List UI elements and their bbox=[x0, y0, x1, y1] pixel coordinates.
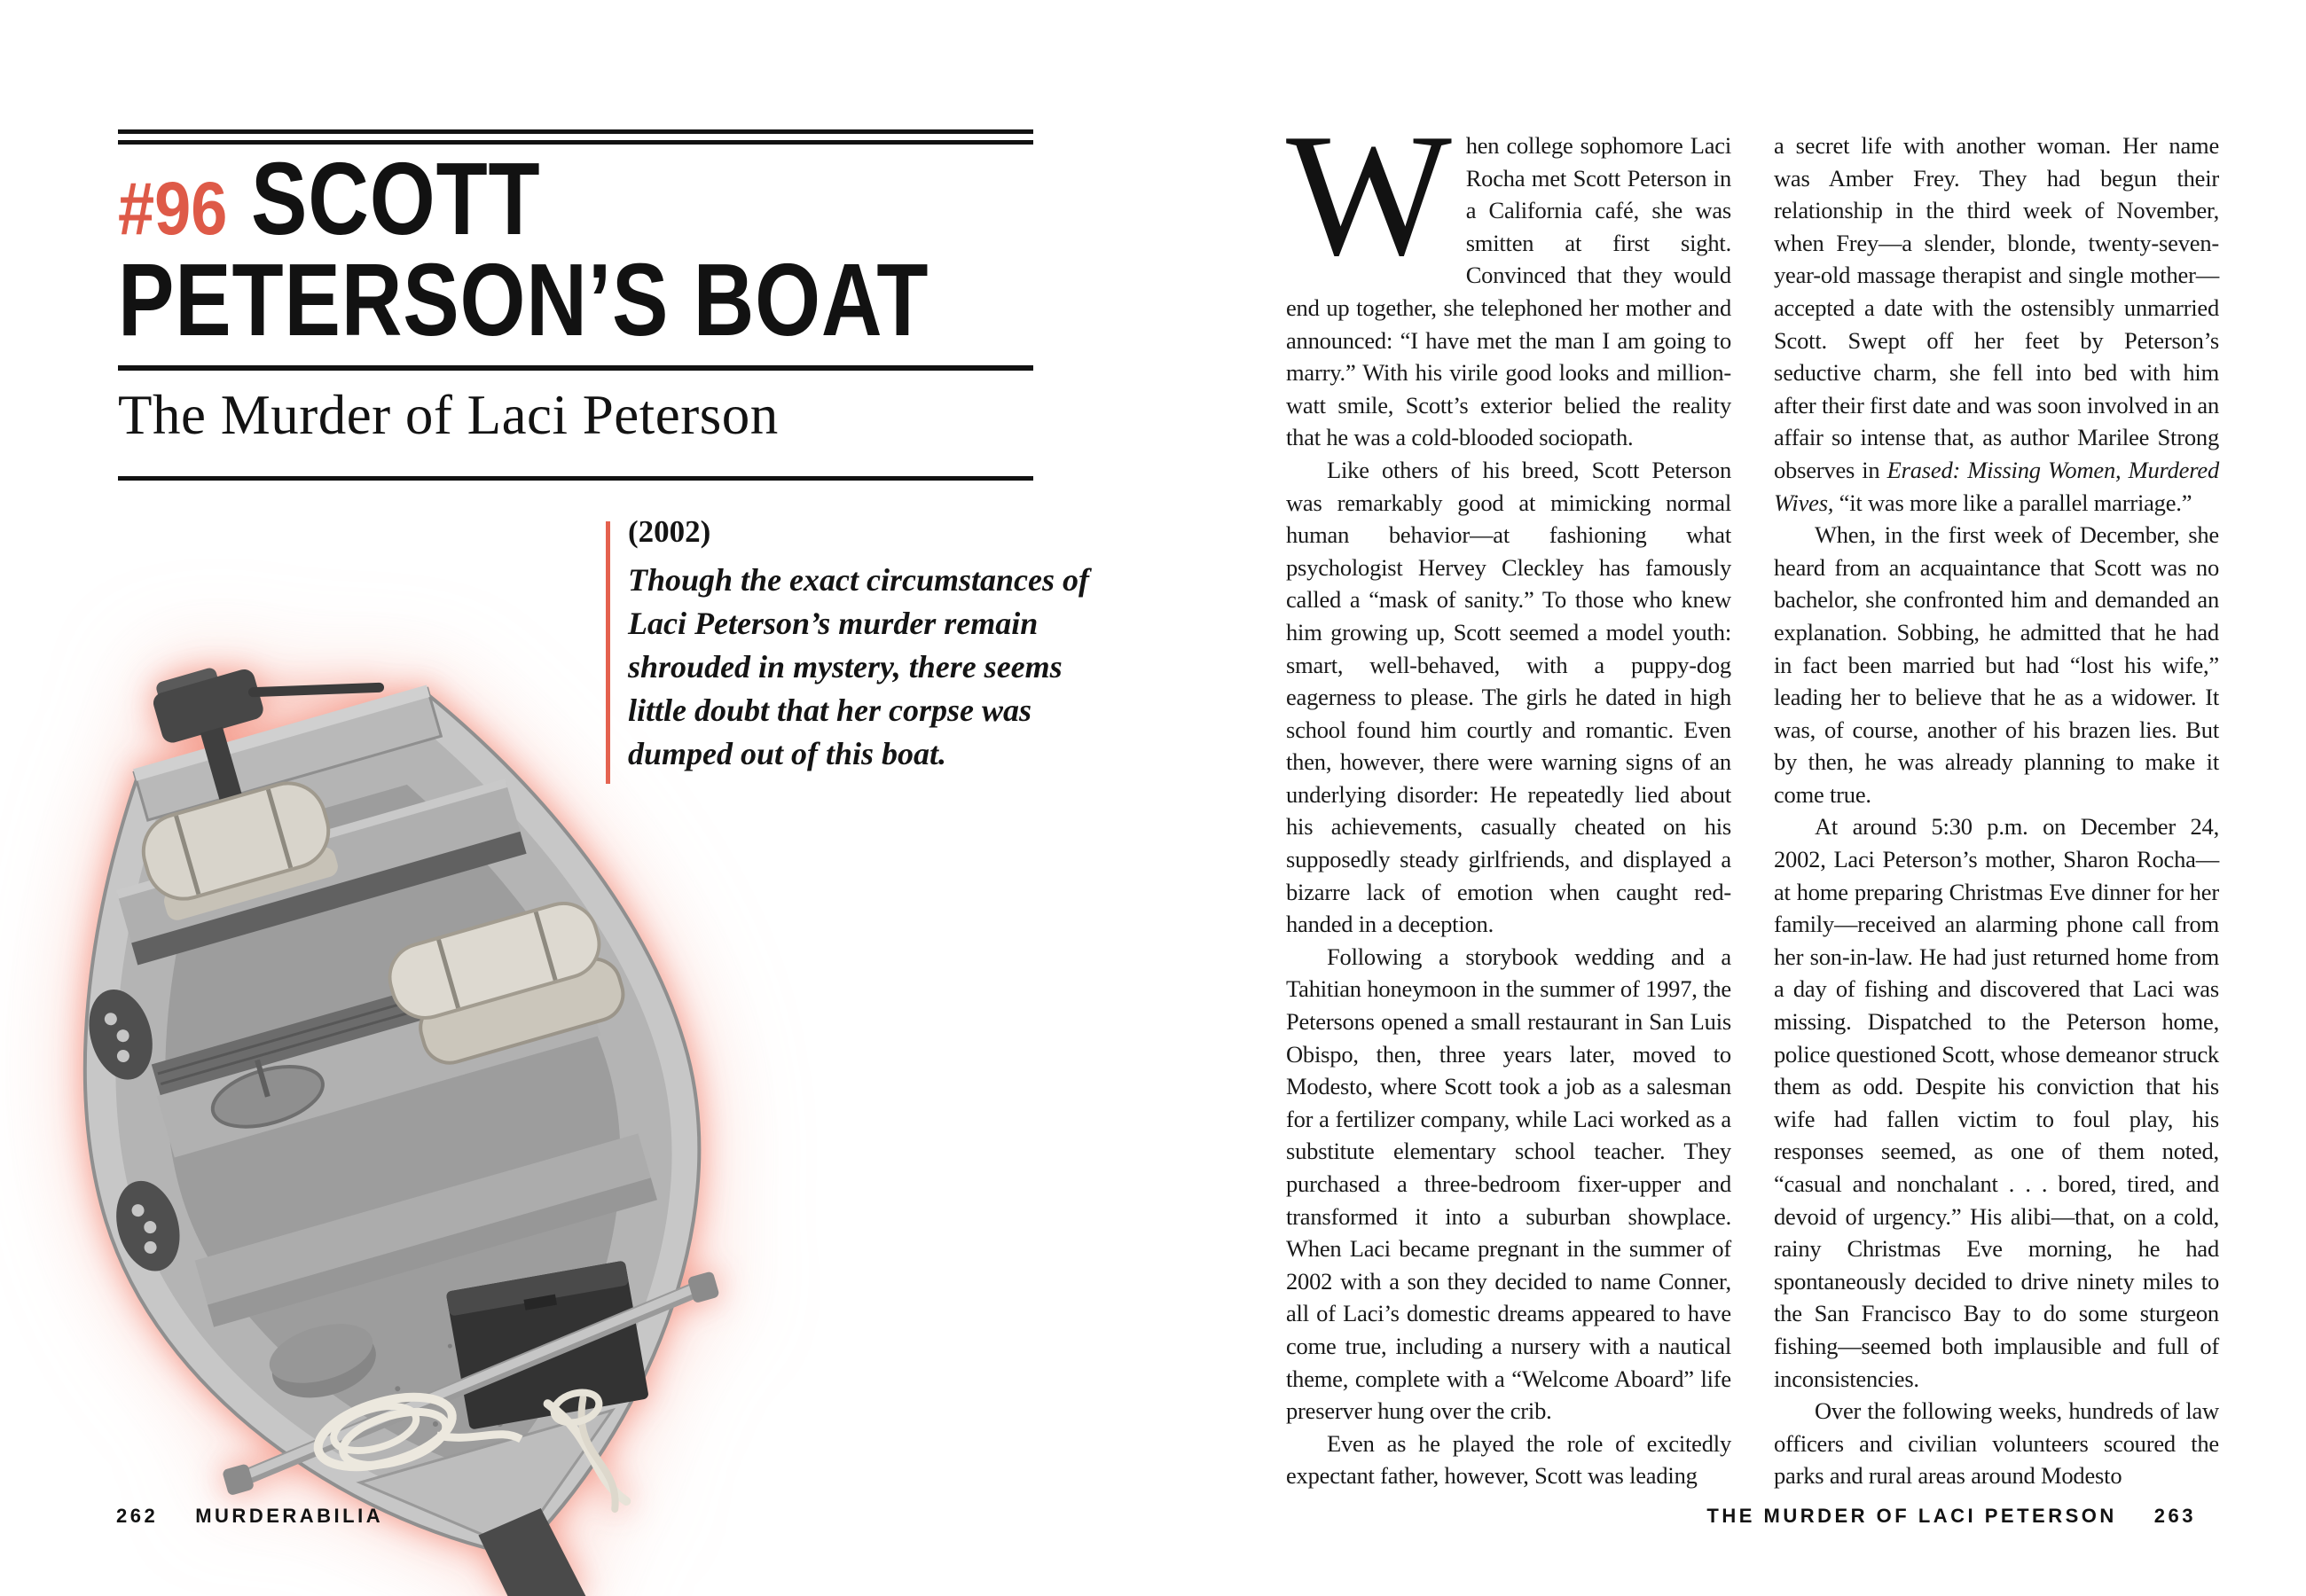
paragraph-text: Even as he played the role of excitedly expectant father, however, Scott was leading bbox=[1286, 1429, 1731, 1490]
page-number-left: 262 bbox=[116, 1505, 159, 1527]
drop-cap: W bbox=[1286, 98, 1452, 292]
paragraph-text: “it was more like a parallel marriage.” bbox=[1833, 489, 2192, 516]
body-paragraph bbox=[1774, 129, 2219, 519]
text-column-1 bbox=[1286, 98, 1731, 1492]
body-paragraph bbox=[1286, 1428, 1731, 1492]
chapter-running-title: THE MURDER OF LACI PETERSON bbox=[1706, 1505, 2117, 1527]
boat-photo bbox=[0, 612, 851, 1596]
body-paragraph bbox=[1286, 454, 1731, 941]
chapter-title-line-2 bbox=[118, 242, 1107, 357]
paragraph-text: hen college sophomore Laci Rocha met Scott Peterson in a California café, she was smitten at first sight. Convinced that they would end up together, she telephoned her mother and announced: “I have met the man I am going to marry.” With his virile good looks and million-watt smile, Scott’s exterior belied the reality that he was a cold-blooded sociopath. bbox=[1286, 132, 1731, 451]
book-title-italic: Erased: Missing Women, Murdered Wives, bbox=[1774, 456, 2219, 516]
body-paragraph bbox=[1774, 810, 2219, 1395]
paragraph-text: Following a storybook wedding and a Tahitian honeymoon in the summer of 1997, the Petersons opened a small restaurant in San Luis Obispo, then, three years later, moved to Modesto, where Scott took a job as a salesman for a fertilizer company, while Laci worked as a substitute elementary school teacher. They purchased a three-bedroom fixer-upper and transformed it into a suburban showplace. When Laci became pregnant in the summer of 2002 with a son they decided to name Conner, all of Laci’s domestic dreams appeared to have come true, including a nursery with a nautical theme, complete with a “Welcome Aboard” life preserver hung over the crib. bbox=[1286, 943, 1731, 1425]
title-word-scott: SCOTT bbox=[251, 141, 541, 256]
body-paragraph bbox=[1774, 1395, 2219, 1492]
body-paragraph bbox=[1286, 98, 1731, 454]
paragraph-text: At around 5:30 p.m. on December 24, 2002, Laci Peterson’s mother, Sharon Rocha—at home preparing Christmas Eve dinner for her family—received an alarming phone call from her son-in-law. He had just returned home from a day of fishing and discovered that Laci was missing. Dispatched to the Peterson home, police questioned Scott, whose demeanor struck them as odd. Despite his conviction that his wife had fallen victim to foul play, his responses seemed, as one of them noted, “casual and nonchalant . . . bored, tired, and devoid of urgency.” His alibi—that, on a cold, rainy Christmas Eve morning, he had spontaneously decided to drive ninety miles to the San Francisco Bay to do some sturgeon fishing—seemed both implausible and full of inconsistencies. bbox=[1774, 813, 2219, 1392]
paragraph-text: When, in the first week of December, she heard from an acquaintance that Scott was no bachelor, she confronted him and demanded an explanation. Sobbing, he admitted that he had in fact been married but had “lost his wife,” leading her to believe that he as a widower. It was, of course, another of his brazen lies. But by then, he was already planning to make it come true. bbox=[1774, 521, 2219, 808]
item-number: #96 bbox=[118, 167, 228, 250]
title-word-petersons-boat: PETERSON’S BOAT bbox=[118, 242, 929, 357]
body-paragraph bbox=[1286, 941, 1731, 1428]
paragraph-text: Over the following weeks, hundreds of law officers and civilian volunteers scoured the parks and rural areas around Modesto bbox=[1774, 1397, 2219, 1490]
text-column-2 bbox=[1774, 129, 2219, 1492]
title-divider-rule bbox=[118, 365, 1033, 371]
page-subtitle: The Murder of Laci Peterson bbox=[118, 384, 779, 446]
footer-right bbox=[1286, 1505, 2196, 1528]
caption-text: Though the exact circumstances of Laci Peterson’s murder remain shrouded in mystery, there seems little doubt that her corpse was dumped out of this boat. bbox=[628, 562, 1089, 771]
caption-year: (2002) bbox=[628, 514, 711, 549]
subtitle-divider-rule bbox=[118, 476, 1033, 481]
body-paragraph bbox=[1774, 519, 2219, 810]
paragraph-text: Like others of his breed, Scott Peterson was remarkably good at mimicking normal human behavior—at fashioning what psychologist Hervey Cleckley has famously called a “mask of sanity.” To those who knew him growing up, Scott seemed a model youth: smart, well-behaved, with a puppy-dog eagerness to please. The girls he dated in high school found him courtly and romantic. Even then, however, there were warning signs of an underlying disorder: He repeatedly lied about his achievements, casually cheated on his supposedly steady girlfriends, and displayed a bizarre lack of emotion when caught red-handed in a deception. bbox=[1286, 456, 1731, 938]
book-title: MURDERABILIA bbox=[195, 1505, 384, 1527]
page-number-right: 263 bbox=[2153, 1505, 2196, 1527]
paragraph-text: a secret life with another woman. Her name was Amber Frey. They had begun their relationship in the third week of November, when Frey—a slender, blonde, twenty-seven-year-old massage therapist and single mother—accepted a date with the ostensibly unmarried Scott. Swept off her feet by Peterson’s seductive charm, she fell into bed with him after their first date and was soon involved in an affair so intense that, as author Marilee Strong observes in bbox=[1774, 132, 2219, 483]
chapter-title-line-1 bbox=[118, 141, 604, 256]
footer-left bbox=[116, 1505, 383, 1528]
